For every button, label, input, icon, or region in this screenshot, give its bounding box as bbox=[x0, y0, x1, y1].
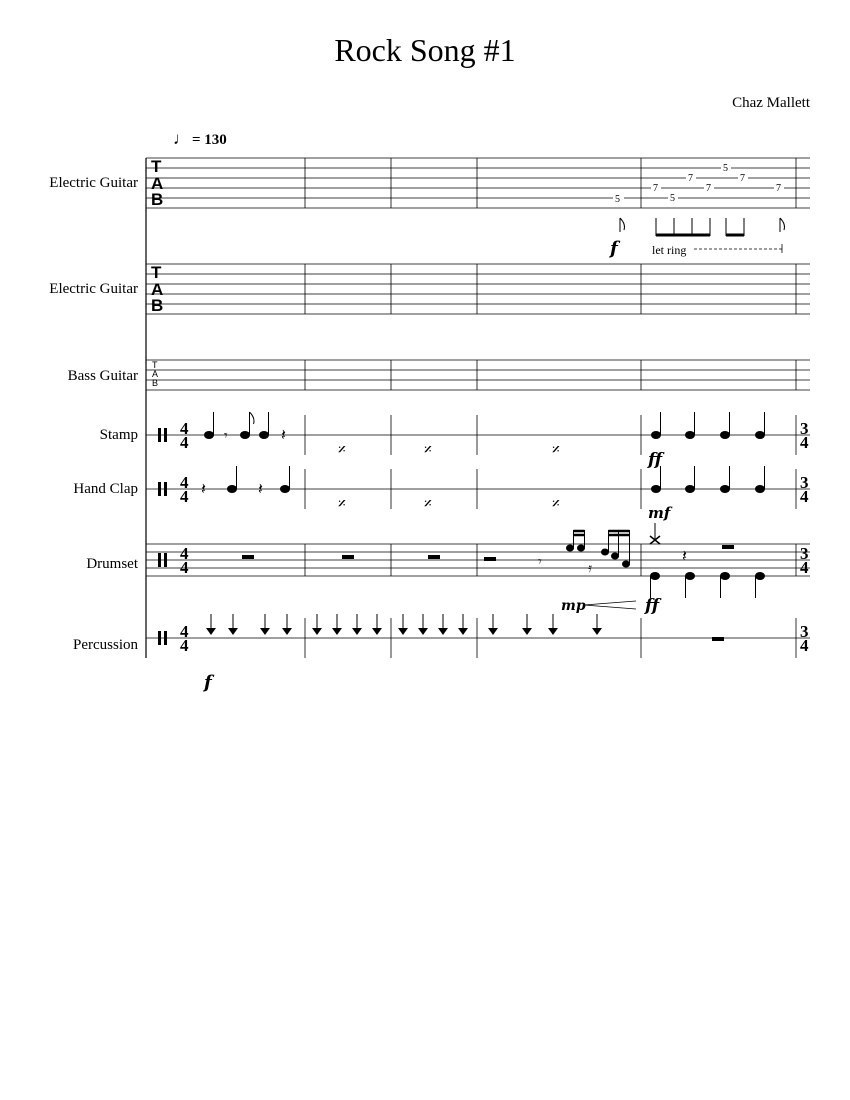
svg-text:4: 4 bbox=[180, 558, 189, 577]
svg-text:3: 3 bbox=[800, 544, 809, 563]
stamp-notes-m1 bbox=[204, 412, 286, 444]
repeat-measure-icon: 𝄎 bbox=[424, 496, 432, 513]
time-sig-num: 4 bbox=[180, 419, 189, 438]
whole-rest bbox=[712, 637, 724, 641]
whole-rest bbox=[342, 555, 354, 559]
dynamic-percussion: f bbox=[204, 672, 212, 693]
svg-text:4: 4 bbox=[180, 636, 189, 655]
svg-text:3: 3 bbox=[800, 473, 809, 492]
repeat-measure-icon: 𝄎 bbox=[424, 442, 432, 459]
staff-label-hand-clap: Hand Clap bbox=[73, 481, 138, 497]
svg-text:T: T bbox=[152, 360, 158, 370]
fret-m5-2: 5 bbox=[670, 193, 675, 204]
percussion-notes bbox=[206, 614, 602, 635]
svg-text:𝄿: 𝄿 bbox=[588, 560, 592, 575]
repeat-measure-icon: 𝄎 bbox=[338, 442, 346, 459]
repeat-measure-icon: 𝄎 bbox=[552, 442, 560, 459]
svg-text:𝄽: 𝄽 bbox=[258, 481, 263, 498]
svg-text:4: 4 bbox=[800, 433, 809, 452]
tab-clef-3 bbox=[152, 360, 158, 388]
hand-clap-notes-m1 bbox=[201, 466, 290, 498]
fret-m5-4: 7 bbox=[706, 183, 711, 194]
fret-m5-5: 5 bbox=[723, 163, 728, 174]
svg-text:𝄽: 𝄽 bbox=[281, 427, 286, 444]
tab-clef-t: T bbox=[151, 157, 162, 176]
svg-text:A: A bbox=[152, 369, 159, 379]
fret-m5-7: 7 bbox=[776, 183, 781, 194]
staff-label-bass-guitar: Bass Guitar bbox=[67, 368, 138, 384]
svg-text:𝄽: 𝄽 bbox=[201, 481, 206, 498]
svg-text:𝄾: 𝄾 bbox=[224, 429, 228, 444]
svg-text:3: 3 bbox=[800, 419, 809, 438]
svg-text:B: B bbox=[152, 378, 159, 388]
fret-m5-3: 7 bbox=[688, 173, 693, 184]
staff-label-drumset: Drumset bbox=[86, 556, 138, 572]
svg-text:A: A bbox=[151, 280, 164, 299]
svg-text:4: 4 bbox=[180, 544, 189, 563]
dynamic-drum-mp: mp bbox=[561, 598, 586, 614]
tab-clef-1 bbox=[151, 157, 163, 209]
svg-text:4: 4 bbox=[800, 636, 809, 655]
svg-text:𝄾: 𝄾 bbox=[538, 555, 542, 570]
tab-clef-a: A bbox=[151, 174, 164, 193]
quarter-note-icon: ♩ bbox=[173, 129, 190, 148]
half-rest bbox=[484, 557, 496, 561]
fret-m5-6: 7 bbox=[740, 173, 745, 184]
svg-text:𝄽: 𝄽 bbox=[682, 548, 687, 565]
staff-hand-clap bbox=[146, 466, 810, 522]
tab-clef-b: B bbox=[151, 190, 164, 209]
tab-staff-electric-guitar-2 bbox=[146, 264, 810, 314]
tempo-value: = 130 bbox=[192, 132, 227, 148]
staff-drumset bbox=[146, 523, 810, 616]
staff-stamp bbox=[146, 412, 810, 470]
staff-label-electric-guitar-2: Electric Guitar bbox=[49, 281, 138, 297]
svg-text:4: 4 bbox=[180, 622, 189, 641]
dynamic-drum-ff: ff bbox=[645, 596, 660, 616]
whole-rest bbox=[242, 555, 254, 559]
staff-percussion bbox=[146, 614, 810, 693]
tab-staff-bass-guitar bbox=[146, 360, 810, 390]
svg-text:4: 4 bbox=[180, 487, 189, 506]
dynamic-guitar: f bbox=[610, 238, 618, 259]
let-ring-text: let ring bbox=[652, 243, 687, 257]
svg-text:T: T bbox=[151, 263, 162, 282]
tab-clef-2 bbox=[151, 263, 163, 315]
staff-label-percussion: Percussion bbox=[73, 637, 138, 653]
svg-text:4: 4 bbox=[800, 558, 809, 577]
whole-rest bbox=[428, 555, 440, 559]
dynamic-hand-clap: mf bbox=[648, 504, 671, 522]
repeat-measure-icon: 𝄎 bbox=[552, 496, 560, 513]
fret-m4: 5 bbox=[615, 194, 620, 205]
time-sig-den: 4 bbox=[180, 433, 189, 452]
crescendo-hairpin bbox=[584, 601, 636, 609]
drum-m5-notes bbox=[650, 523, 765, 598]
staff-label-electric-guitar-1: Electric Guitar bbox=[49, 175, 138, 191]
staff-label-stamp: Stamp bbox=[99, 427, 138, 443]
repeat-measure-icon: 𝄎 bbox=[338, 496, 346, 513]
svg-text:4: 4 bbox=[180, 473, 189, 492]
svg-text:B: B bbox=[151, 296, 164, 315]
svg-text:4: 4 bbox=[800, 487, 809, 506]
score-title: Rock Song #1 bbox=[334, 32, 516, 68]
fret-m5-1: 7 bbox=[653, 183, 658, 194]
svg-text:3: 3 bbox=[800, 622, 809, 641]
composer-name: Chaz Mallett bbox=[732, 95, 810, 111]
tab-rhythm-stems bbox=[620, 218, 785, 236]
dynamic-stamp: ff bbox=[648, 450, 663, 470]
